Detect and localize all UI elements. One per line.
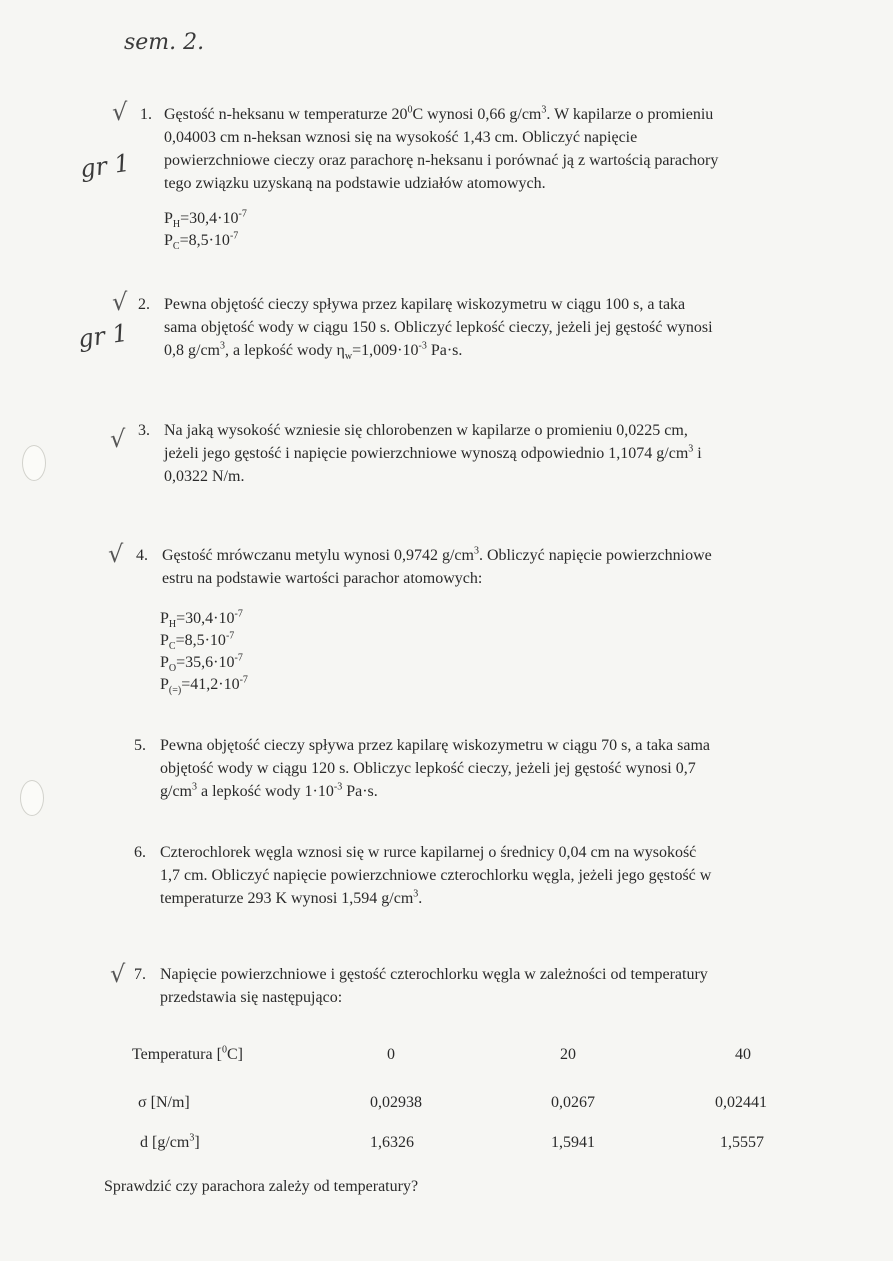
problem-text-line: objętość wody w ciągu 120 s. Obliczyc lepkość cieczy, jeżeli jej gęstość wynosi 0,7 [160,760,696,777]
problem-number: 5. [134,737,146,754]
problem-2-text [164,293,713,362]
table-cell: 0,0267 [551,1094,595,1111]
problem-number: 1. [140,106,152,123]
table-cell: 1,5557 [720,1134,764,1151]
problem-number: 4. [136,547,148,564]
problem-3-text [164,419,702,488]
problem-5-text [160,734,710,803]
problem-text-line: Gęstość mrówczanu metylu wynosi 0,9742 $g/cm^3$. Obliczyć napięcie powierzchniowe [162,545,712,564]
constant-value: $P_O=35,6\cdot 10^{-7}$ [160,652,243,675]
table-cell: 0 [387,1046,395,1063]
margin-note-group: gr 1 [76,318,130,354]
table-row-label: Temperatura [$^0$C] [132,1044,243,1063]
problem-text-line: 0,04003 cm n-heksan wznosi się na wysokość 1,43 cm. Obliczyć napięcie [164,129,638,146]
footer-question: Sprawdzić czy parachora zależy od temperatury? [104,1178,419,1195]
problem-text-line: tego związku uzyskaną na podstawie udziałów atomowych. [164,175,546,192]
constant-value: $P_H=30,4\cdot 10^{-7}$ [164,208,247,231]
problem-number: 2. [138,296,150,313]
problem-text-line: Napięcie powierzchniowe i gęstość czterochlorku węgla w zależności od temperatury [160,966,708,983]
table-cell: 0,02441 [715,1094,767,1111]
problem-1-text [164,103,718,195]
table-cell: 1,6326 [370,1134,414,1151]
table-row-label: d $[g/cm^3]$ [140,1132,200,1151]
problem-text-line: przedstawia się następująco: [160,989,343,1006]
problem-text-line: Pewna objętość cieczy spływa przez kapilarę wiskozymetru w ciągu 100 s, a taka [164,296,686,313]
check-mark-icon: √ [108,540,124,568]
problem-text-line: 1,7 cm. Obliczyć napięcie powierzchniowe czterochlorku węgla, jeżeli jego gęstość w [160,867,712,884]
problem-text-line: powierzchniowe cieczy oraz parachorę n-heksanu i porównać ją z wartością parachory [164,152,719,169]
constant-value: $P_{(=)}=41,2\cdot 10^{-7}$ [160,674,248,697]
constant-value: $P_C=8,5\cdot 10^{-7}$ [164,230,239,253]
problem-text-line: sama objętość wody w ciągu 150 s. Obliczyć lepkość cieczy, jeżeli jej gęstość wynosi [164,319,713,336]
problem-4-text [162,544,712,590]
punch-hole-top [22,445,46,481]
problem-text-line: Na jaką wysokość wzniesie się chlorobenzen w kapilarze o promieniu 0,0225 cm, [164,422,688,439]
constant-value: $P_H=30,4\cdot 10^{-7}$ [160,608,243,631]
table-cell: 0,02938 [370,1094,422,1111]
check-mark-icon: √ [110,960,126,988]
problem-text-line: Pewna objętość cieczy spływa przez kapilarę wiskozymetru w ciągu 70 s, a taka sama [160,737,711,754]
problem-text-line: temperaturze 293 K wynosi 1,594 $g/cm^3$. [160,888,423,907]
table-cell: 1,5941 [551,1134,595,1151]
check-mark-icon: √ [112,288,128,316]
problem-text-line: 0,0322 N/m. [164,468,245,485]
check-mark-icon: √ [112,98,128,126]
check-mark-icon: √ [110,425,126,453]
table-cell: 20 [560,1046,576,1063]
problem-text-line: estru na podstawie wartości parachor atomowych: [162,570,483,587]
problem-text-line: Gęstość n-heksanu w temperaturze $20^0C$ wynosi 0,66 $g/cm^3$. W kapilarze o promieniu [164,104,714,123]
problem-7-text [160,963,708,1009]
problem-6-text [160,841,711,910]
problem-text-line: jeżeli jego gęstość i napięcie powierzchniowe wynoszą odpowiednio 1,1074 $g/cm^3$ i [164,443,702,462]
punch-hole-bottom [20,780,44,816]
problem-number: 3. [138,422,150,439]
problem-number: 6. [134,844,146,861]
constant-value: $P_C=8,5\cdot 10^{-7}$ [160,630,235,653]
problem-text-line: 0,8 $g/cm^3$, a lepkość wody $\eta_w=1,009\cdot 10^{-3}$ Pa·s. [164,340,463,363]
table-cell: 40 [735,1046,751,1063]
margin-note-group: gr 1 [78,148,132,184]
table-row-label: σ [N/m] [138,1094,190,1111]
problem-text-line: Czterochlorek węgla wznosi się w rurce kapilarnej o średnicy 0,04 cm na wysokość [160,844,697,861]
handwritten-title: sem. 2. [124,30,205,55]
problem-text-line: $g/cm^3$ a lepkość wody $1\cdot 10^{-3}$ Pa·s. [160,781,378,800]
problem-number: 7. [134,966,146,983]
